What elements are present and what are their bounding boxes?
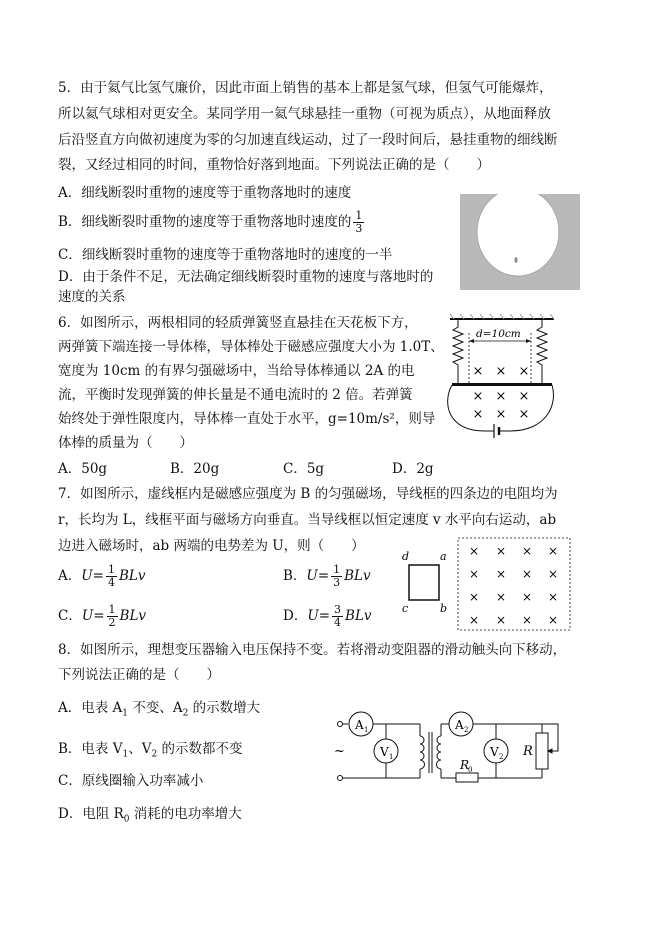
q6-width-label: d=10cm xyxy=(476,328,521,340)
resistor-r0-label: R xyxy=(460,758,470,772)
field-cross: × xyxy=(518,407,530,422)
frac-numerator: 1 xyxy=(355,209,363,222)
frac-denominator: 3 xyxy=(355,222,363,235)
option-label: B． xyxy=(283,568,307,584)
corner-label-b: b xyxy=(440,602,448,615)
option-label: A． xyxy=(58,568,82,584)
field-cross: × xyxy=(472,407,484,422)
q7-line-1: 7．如图所示，虚线框内是磁感应强度为 B 的匀强磁场，导线框的四条边的电阻均为 xyxy=(58,486,558,502)
option-label: D． xyxy=(283,608,308,624)
q7-line-2: r，长均为 L，线框平面与磁场方向垂直。当导线框以恒定速度 v 水平向右运动，ab xyxy=(58,512,557,528)
q6-option-c: C．5g xyxy=(283,461,325,477)
voltmeter-v2-label: V xyxy=(490,745,499,759)
field-cross: × xyxy=(468,567,480,581)
field-cross: × xyxy=(547,544,559,558)
q7-wire-frame xyxy=(398,548,450,616)
corner-label-a: a xyxy=(440,550,447,563)
frac-numerator: 3 xyxy=(334,603,342,616)
corner-label-d: d xyxy=(402,550,410,563)
frac-denominator: 3 xyxy=(333,576,341,589)
ammeter-a2-label: A xyxy=(455,718,464,732)
field-cross: × xyxy=(518,364,530,379)
math-blv: BLv xyxy=(345,608,372,624)
field-cross: × xyxy=(495,407,507,422)
field-cross: × xyxy=(521,590,533,604)
q6-line-6: 体棒的质量为（ ） xyxy=(58,435,193,451)
conductor-rod xyxy=(452,383,552,386)
field-cross: × xyxy=(495,544,507,558)
q6-line-5: 始终处于弹性限度内，导体棒一直处于水平，g=10m/s²，则导 xyxy=(58,411,436,427)
q6-line-1: 6．如图所示，两根相同的轻质弹簧竖直悬挂在天花板下方， xyxy=(58,315,418,331)
field-cross: × xyxy=(495,364,507,379)
subscript: 0 xyxy=(468,766,473,774)
q7-c-fraction xyxy=(107,604,118,629)
q7-option-d xyxy=(283,604,372,629)
frac-numerator: 1 xyxy=(108,603,116,616)
field-cross: × xyxy=(547,590,559,604)
q5-option-d-line-1: D．由于条件不足，无法确定细线断裂时重物的速度与落地时的 xyxy=(58,269,434,285)
option-text: A．电表 A xyxy=(58,700,123,716)
frac-numerator: 1 xyxy=(333,563,341,576)
q6-spring-figure xyxy=(446,313,558,441)
subscript: 2 xyxy=(151,749,158,760)
subscript: 1 xyxy=(364,726,369,734)
voltmeter-v1-label: V xyxy=(380,745,389,759)
q7-line-3: 边进入磁场时，ab 两端的电势差为 U，则（ ） xyxy=(58,538,365,554)
option-label: C． xyxy=(58,608,82,624)
field-cross: × xyxy=(521,544,533,558)
q8-option-b xyxy=(58,740,242,764)
frac-numerator: 1 xyxy=(107,563,115,576)
q5-line-3: 后沿竖直方向做初速度为零的匀加速直线运动，过了一段时间后，悬挂重物的细线断 xyxy=(58,132,558,148)
q5-option-b-fraction xyxy=(353,210,364,235)
subscript: 1 xyxy=(122,708,129,719)
field-cross: × xyxy=(472,389,484,404)
q6-option-b: B．20g xyxy=(170,461,220,477)
frac-denominator: 4 xyxy=(107,576,115,589)
q5-option-b xyxy=(58,210,366,235)
field-cross: × xyxy=(468,590,480,604)
q8-option-d xyxy=(58,805,242,829)
q8-line-1: 8．如图所示，理想变压器输入电压保持不变。若将滑动变阻器的滑动触头向下移动， xyxy=(58,642,567,658)
q5-line-1: 5．由于氦气比氢气廉价，因此市面上销售的基本上都是氢气球，但氢气可能爆炸， xyxy=(58,80,553,96)
q5-option-d-line-2: 速度的关系 xyxy=(58,289,126,305)
q6-option-d: D．2g xyxy=(392,461,434,477)
frac-denominator: 4 xyxy=(334,616,342,629)
balloon-photo xyxy=(460,194,580,290)
subscript: 2 xyxy=(464,726,469,734)
q7-option-a xyxy=(58,564,145,589)
subscript: 2 xyxy=(499,753,504,761)
math-eq: = xyxy=(317,568,330,584)
math-blv: BLv xyxy=(344,568,371,584)
q6-line-4: 流，平衡时发现弹簧的伸长量是不通电流时的 2 倍。若弹簧 xyxy=(58,387,413,403)
q8-option-a xyxy=(58,699,260,723)
q6-option-a: A．50g xyxy=(58,461,108,477)
right-spring xyxy=(537,319,547,383)
math-eq: = xyxy=(92,568,104,584)
q6-line-3: 宽度为 10cm 的有界匀强磁场中，当给导体棒通以 2A 的电 xyxy=(58,363,415,379)
ac-source-symbol: ~ xyxy=(334,744,345,759)
option-text: 消耗的电功率增大 xyxy=(129,806,242,822)
left-spring xyxy=(453,319,463,383)
q7-option-b xyxy=(283,564,371,589)
option-text: 的示数增大 xyxy=(188,700,261,716)
math-u: U xyxy=(81,608,94,624)
field-cross: × xyxy=(521,613,533,627)
q6-line-2: 两弹簧下端连接一导体棒，导体棒处于磁感应强度大小为 1.0T、 xyxy=(58,339,444,355)
q7-option-c xyxy=(58,604,146,629)
math-u: U xyxy=(81,568,93,584)
option-text: B．电表 V xyxy=(58,741,123,757)
rheostat-r-label: R xyxy=(523,744,533,759)
option-text: 不变、A xyxy=(128,700,183,716)
math-u: U xyxy=(307,608,319,624)
subscript: 1 xyxy=(389,753,394,761)
field-cross: × xyxy=(495,590,507,604)
q7-d-fraction xyxy=(332,604,343,629)
field-cross: × xyxy=(472,364,484,379)
field-cross: × xyxy=(547,567,559,581)
subscript: 0 xyxy=(123,814,130,825)
q7-field-region xyxy=(457,537,572,632)
subscript: 1 xyxy=(122,749,129,760)
field-cross: × xyxy=(495,567,507,581)
math-eq: = xyxy=(318,608,331,624)
q8-option-c: C．原线圈输入功率减小 xyxy=(58,773,204,789)
field-cross: × xyxy=(468,613,480,627)
q5-option-c: C．细线断裂时重物的速度等于重物落地时的速度的一半 xyxy=(58,247,393,263)
subscript: 2 xyxy=(182,708,189,719)
field-cross: × xyxy=(521,567,533,581)
q7-a-fraction xyxy=(106,564,117,589)
math-eq: = xyxy=(93,608,105,624)
q7-b-fraction xyxy=(331,564,342,589)
q5-line-4: 裂，又经过相同的时间，重物恰好落到地面。下列说法正确的是（ ） xyxy=(58,157,490,173)
frac-denominator: 2 xyxy=(108,616,116,629)
field-cross: × xyxy=(495,613,507,627)
corner-label-c: c xyxy=(402,602,409,615)
field-cross: × xyxy=(495,389,507,404)
q8-transformer-circuit xyxy=(330,703,562,791)
q5-line-2: 所以氦气球相对更安全。某同学用一氦气球悬挂一重物（可视为质点），从地面释放 xyxy=(58,106,551,122)
field-cross: × xyxy=(518,389,530,404)
field-cross: × xyxy=(547,613,559,627)
q5-option-a: A．细线断裂时重物的速度等于重物落地时的速度 xyxy=(58,185,352,201)
math-blv: BLv xyxy=(119,608,147,624)
q8-line-2: 下列说法正确的是（ ） xyxy=(58,667,220,683)
q5-option-b-text: B．细线断裂时重物的速度等于重物落地时速度的 xyxy=(58,214,352,230)
math-blv: BLv xyxy=(118,568,146,584)
math-u: U xyxy=(306,568,318,584)
field-cross: × xyxy=(468,544,480,558)
option-text: 、V xyxy=(128,741,152,757)
ammeter-a1-label: A xyxy=(355,718,364,732)
option-text: D．电阻 R xyxy=(58,806,124,822)
option-text: 的示数都不变 xyxy=(157,741,243,757)
